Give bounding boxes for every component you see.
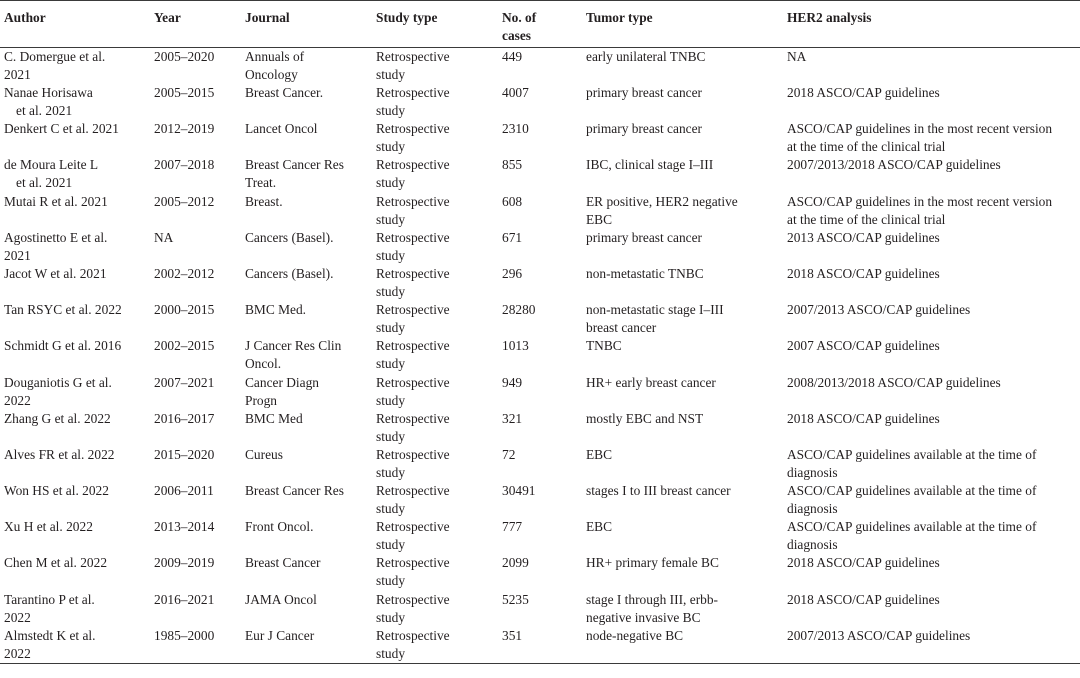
cell-journal: [241, 265, 372, 301]
cell-her2-analysis: [783, 482, 1080, 518]
cell-tumor-type: [582, 554, 783, 590]
cell-journal: [241, 84, 372, 120]
cell-study-type-line: study: [376, 247, 406, 263]
cell-tumor-type-line: early unilateral TNBC: [586, 49, 706, 64]
cell-author-line: 2021: [4, 67, 31, 82]
header-her2-analysis: HER2 analysis: [787, 10, 872, 25]
cell-author-line: Won HS et al. 2022: [4, 483, 109, 499]
cell-study-type: [372, 48, 498, 85]
cell-author-line: Almstedt K et al.: [4, 627, 96, 643]
cell-her2-analysis: [783, 374, 1080, 410]
cell-tumor-type-line: mostly EBC and NST: [586, 410, 704, 426]
cell-journal: [241, 591, 372, 627]
table-header: [0, 1, 1080, 48]
cell-tumor-type: [582, 48, 783, 85]
cell-cases: 30491: [502, 483, 536, 499]
cell-study-type: [372, 301, 498, 337]
cell-tumor-type: [582, 156, 783, 192]
cell-study-type-line: study: [376, 356, 406, 372]
cell-journal-line: Cancers (Basel).: [245, 265, 334, 281]
cell-tumor-type-line: primary breast cancer: [586, 121, 702, 137]
cell-study-type: [372, 410, 498, 446]
cell-journal-line: J Cancer Res Clin: [245, 338, 342, 354]
cell-year: 1985–2000: [154, 627, 215, 643]
cell-cases: 72: [502, 446, 516, 462]
cell-author-line: 2021: [4, 247, 31, 263]
cell-author-line: Tan RSYC et al. 2022: [4, 302, 122, 318]
cell-author: [0, 554, 150, 590]
cell-her2-analysis-line: diagnosis: [787, 464, 838, 480]
cell-journal: [241, 301, 372, 337]
cell-tumor-type-line: EBC: [586, 446, 613, 462]
cell-study-type-line: Retrospective: [376, 121, 450, 137]
table-body: [0, 48, 1080, 664]
cell-tumor-type: [582, 374, 783, 410]
cell-her2-analysis: [783, 156, 1080, 192]
table-row: [0, 120, 1080, 156]
cell-tumor-type: [582, 301, 783, 337]
cell-journal: [241, 229, 372, 265]
cell-tumor-type-line: non-metastatic TNBC: [586, 265, 704, 281]
cell-her2-analysis: [783, 591, 1080, 627]
cell-her2-analysis: [783, 301, 1080, 337]
cell-journal-line: Oncol.: [245, 356, 282, 372]
table-row: [0, 591, 1080, 627]
cell-author: [0, 120, 150, 156]
cell-study-type: [372, 446, 498, 482]
cell-study-type: [372, 120, 498, 156]
table-row: [0, 374, 1080, 410]
cell-her2-analysis-line: ASCO/CAP guidelines available at the time of: [787, 446, 1037, 462]
cell-journal-line: Lancet Oncol: [245, 121, 318, 137]
cell-her2-analysis: [783, 229, 1080, 265]
cell-journal: [241, 120, 372, 156]
cell-author: [0, 627, 150, 664]
cell-author-line: Alves FR et al. 2022: [4, 446, 115, 462]
cell-her2-analysis-line: 2018 ASCO/CAP guidelines: [787, 555, 940, 571]
cell-her2-analysis: [783, 518, 1080, 554]
cell-her2-analysis-line: diagnosis: [787, 537, 838, 553]
cell-study-type-line: study: [376, 139, 406, 155]
cell-author: [0, 229, 150, 265]
cell-author: [0, 337, 150, 373]
cell-author-line: Mutai R et al. 2021: [4, 193, 108, 209]
table-row: [0, 84, 1080, 120]
cell-study-type-line: study: [376, 103, 406, 118]
cell-author-line: et al. 2021: [16, 103, 73, 118]
cell-study-type-line: study: [376, 464, 406, 480]
cell-her2-analysis-line: 2007/2013 ASCO/CAP guidelines: [787, 627, 971, 643]
cell-her2-analysis: [783, 48, 1080, 85]
cell-journal-line: Eur J Cancer: [245, 627, 315, 643]
cell-cases: 28280: [502, 302, 536, 318]
cell-tumor-type: [582, 337, 783, 373]
cell-tumor-type-line: node-negative BC: [586, 627, 684, 643]
cell-cases: 608: [502, 193, 523, 209]
table-row: [0, 337, 1080, 373]
cell-tumor-type: [582, 265, 783, 301]
cell-journal: [241, 410, 372, 446]
cell-cases: 449: [502, 49, 523, 64]
cell-her2-analysis: [783, 337, 1080, 373]
table-row: [0, 518, 1080, 554]
cell-author: [0, 301, 150, 337]
table-row: [0, 156, 1080, 192]
cell-tumor-type-line: non-metastatic stage I–III: [586, 302, 724, 318]
cell-her2-analysis-line: at the time of the clinical trial: [787, 211, 946, 227]
table-row: [0, 482, 1080, 518]
cell-tumor-type-line: primary breast cancer: [586, 229, 702, 245]
cell-study-type-line: Retrospective: [376, 446, 450, 462]
cell-author-line: Chen M et al. 2022: [4, 555, 108, 571]
cell-study-type-line: study: [376, 392, 406, 408]
cell-tumor-type: [582, 591, 783, 627]
cell-journal: [241, 374, 372, 410]
cell-tumor-type-line: IBC, clinical stage I–III: [586, 157, 714, 173]
cell-cases: 321: [502, 410, 523, 426]
cell-tumor-type-line: primary breast cancer: [586, 85, 702, 100]
cell-study-type-line: Retrospective: [376, 374, 450, 390]
header-cases-line2: cases: [502, 28, 532, 43]
cell-author: [0, 265, 150, 301]
cell-journal-line: BMC Med.: [245, 302, 307, 318]
table-row: [0, 301, 1080, 337]
table-row: [0, 229, 1080, 265]
cell-her2-analysis-line: 2018 ASCO/CAP guidelines: [787, 591, 940, 607]
cell-study-type-line: Retrospective: [376, 483, 450, 499]
cell-year: 2006–2011: [154, 483, 214, 499]
cell-journal: [241, 554, 372, 590]
cell-journal: [241, 446, 372, 482]
cell-journal: [241, 48, 372, 85]
cell-study-type-line: study: [376, 283, 406, 299]
cell-cases: 855: [502, 157, 523, 173]
cell-tumor-type-line: HR+ early breast cancer: [586, 374, 716, 390]
cell-author-line: Tarantino P et al.: [4, 591, 95, 607]
cell-year: 2005–2015: [154, 85, 215, 100]
cell-tumor-type: [582, 518, 783, 554]
cell-tumor-type-line: breast cancer: [586, 320, 657, 336]
cell-her2-analysis-line: NA: [787, 49, 807, 64]
cell-year: 2016–2021: [154, 591, 215, 607]
cell-journal-line: Cureus: [245, 446, 283, 462]
cell-journal-line: Progn: [245, 392, 277, 408]
cell-her2-analysis: [783, 554, 1080, 590]
cell-journal: [241, 156, 372, 192]
header-journal: Journal: [245, 10, 290, 25]
cell-her2-analysis-line: at the time of the clinical trial: [787, 139, 946, 155]
cell-her2-analysis: [783, 193, 1080, 229]
cell-study-type: [372, 265, 498, 301]
cell-tumor-type-line: HR+ primary female BC: [586, 555, 719, 571]
cell-study-type-line: Retrospective: [376, 627, 450, 643]
cell-journal-line: Oncology: [245, 67, 298, 82]
table-row: [0, 446, 1080, 482]
cell-cases: 1013: [502, 338, 529, 354]
cell-author: [0, 156, 150, 192]
cell-journal-line: Annuals of: [245, 49, 305, 64]
cell-author-line: Xu H et al. 2022: [4, 519, 93, 535]
cell-year: 2002–2015: [154, 338, 215, 354]
cell-her2-analysis-line: 2007 ASCO/CAP guidelines: [787, 338, 940, 354]
header-tumor-type: Tumor type: [586, 10, 653, 25]
cell-study-type-line: study: [376, 428, 406, 444]
cell-author-line: 2022: [4, 392, 31, 408]
cell-year: 2016–2017: [154, 410, 215, 426]
cell-study-type-line: study: [376, 320, 406, 336]
cell-author: [0, 518, 150, 554]
cell-cases: 949: [502, 374, 523, 390]
cell-study-type-line: Retrospective: [376, 519, 450, 535]
cell-tumor-type: [582, 446, 783, 482]
cell-journal-line: Cancer Diagn: [245, 374, 319, 390]
cell-study-type-line: Retrospective: [376, 265, 450, 281]
cell-author-line: C. Domergue et al.: [4, 49, 106, 64]
cell-author-line: 2022: [4, 645, 31, 661]
cell-study-type-line: Retrospective: [376, 410, 450, 426]
table-row: [0, 410, 1080, 446]
cell-author-line: Jacot W et al. 2021: [4, 265, 107, 281]
cell-author: [0, 374, 150, 410]
cell-tumor-type-line: TNBC: [586, 338, 622, 354]
cell-her2-analysis-line: 2018 ASCO/CAP guidelines: [787, 85, 940, 100]
cell-journal-line: BMC Med: [245, 410, 303, 426]
cell-author: [0, 193, 150, 229]
cell-year: 2007–2021: [154, 374, 215, 390]
cell-cases: 351: [502, 627, 523, 643]
cell-author: [0, 84, 150, 120]
cell-tumor-type: [582, 229, 783, 265]
cell-her2-analysis: [783, 120, 1080, 156]
cell-study-type-line: Retrospective: [376, 85, 450, 100]
cell-study-type: [372, 482, 498, 518]
cell-journal: [241, 193, 372, 229]
cell-her2-analysis-line: diagnosis: [787, 501, 838, 517]
cell-journal: [241, 627, 372, 664]
cell-her2-analysis-line: ASCO/CAP guidelines in the most recent version: [787, 121, 1053, 137]
cell-author-line: Douganiotis G et al.: [4, 374, 112, 390]
cell-her2-analysis-line: 2018 ASCO/CAP guidelines: [787, 265, 940, 281]
cell-author-line: Nanae Horisawa: [4, 85, 93, 100]
cell-study-type: [372, 337, 498, 373]
cell-study-type-line: study: [376, 609, 406, 625]
cell-tumor-type: [582, 193, 783, 229]
cell-journal: [241, 337, 372, 373]
cell-cases: 2099: [502, 555, 529, 571]
cell-study-type-line: Retrospective: [376, 591, 450, 607]
cell-her2-analysis: [783, 410, 1080, 446]
cell-her2-analysis: [783, 627, 1080, 664]
cell-study-type: [372, 229, 498, 265]
cell-her2-analysis: [783, 446, 1080, 482]
header-year: Year: [154, 10, 181, 25]
cell-author: [0, 482, 150, 518]
cell-her2-analysis-line: 2008/2013/2018 ASCO/CAP guidelines: [787, 374, 1001, 390]
cell-year: 2002–2012: [154, 265, 215, 281]
cell-journal-line: Breast.: [245, 193, 283, 209]
cell-study-type-line: Retrospective: [376, 229, 450, 245]
cell-her2-analysis-line: 2013 ASCO/CAP guidelines: [787, 229, 940, 245]
cell-year: NA: [154, 229, 174, 245]
cell-journal-line: Cancers (Basel).: [245, 229, 334, 245]
cell-study-type: [372, 156, 498, 192]
cell-tumor-type-line: stage I through III, erbb-: [586, 591, 718, 607]
cell-author: [0, 410, 150, 446]
cell-cases: 5235: [502, 591, 529, 607]
cell-author-line: de Moura Leite L: [4, 157, 99, 173]
cell-her2-analysis-line: ASCO/CAP guidelines available at the time of: [787, 483, 1037, 499]
cell-tumor-type: [582, 410, 783, 446]
cell-study-type-line: Retrospective: [376, 555, 450, 571]
cell-study-type: [372, 84, 498, 120]
cell-cases: 2310: [502, 121, 529, 137]
cell-cases: 296: [502, 265, 523, 281]
cell-year: 2012–2019: [154, 121, 215, 137]
cell-year: 2005–2020: [154, 49, 215, 64]
cell-journal: [241, 482, 372, 518]
cell-study-type-line: Retrospective: [376, 338, 450, 354]
cell-study-type-line: study: [376, 175, 406, 191]
cell-journal-line: Front Oncol.: [245, 519, 314, 535]
cell-author: [0, 446, 150, 482]
cell-journal-line: Breast Cancer Res: [245, 483, 344, 499]
cell-cases: 777: [502, 519, 523, 535]
cell-study-type-line: Retrospective: [376, 157, 450, 173]
cell-journal: [241, 518, 372, 554]
cell-study-type-line: Retrospective: [376, 193, 450, 209]
cell-author-line: Agostinetto E et al.: [4, 229, 108, 245]
header-cases-line1: No. of: [502, 10, 537, 25]
cell-cases: 671: [502, 229, 523, 245]
cell-author-line: Denkert C et al. 2021: [4, 121, 119, 137]
cell-her2-analysis: [783, 265, 1080, 301]
cell-journal-line: JAMA Oncol: [245, 591, 317, 607]
cell-author-line: 2022: [4, 609, 31, 625]
cell-study-type-line: study: [376, 211, 406, 227]
cell-study-type: [372, 554, 498, 590]
cell-her2-analysis-line: ASCO/CAP guidelines in the most recent version: [787, 193, 1053, 209]
cell-year: 2000–2015: [154, 302, 215, 318]
cell-tumor-type: [582, 120, 783, 156]
cell-year: 2007–2018: [154, 157, 215, 173]
cell-year: 2015–2020: [154, 446, 215, 462]
cell-study-type: [372, 591, 498, 627]
cell-journal-line: Breast Cancer.: [245, 85, 324, 100]
cell-tumor-type-line: stages I to III breast cancer: [586, 483, 731, 499]
cell-study-type: [372, 193, 498, 229]
cell-her2-analysis-line: 2007/2013/2018 ASCO/CAP guidelines: [787, 157, 1001, 173]
cell-year: 2013–2014: [154, 519, 215, 535]
cell-journal-line: Treat.: [245, 175, 277, 191]
cell-her2-analysis-line: 2018 ASCO/CAP guidelines: [787, 410, 940, 426]
cell-tumor-type: [582, 627, 783, 664]
cell-journal-line: Breast Cancer: [245, 555, 321, 571]
cell-study-type-line: study: [376, 645, 406, 661]
cell-author: [0, 48, 150, 85]
header-study-type: Study type: [376, 10, 438, 25]
cell-study-type-line: study: [376, 537, 406, 553]
cell-author-line: Schmidt G et al. 2016: [4, 338, 122, 354]
header-row: [0, 1, 1080, 48]
cell-tumor-type-line: EBC: [586, 519, 613, 535]
cell-study-type: [372, 518, 498, 554]
header-author: Author: [4, 10, 46, 25]
cell-study-type-line: study: [376, 501, 406, 517]
table-row: [0, 193, 1080, 229]
table-row: [0, 48, 1080, 85]
cell-tumor-type-line: ER positive, HER2 negative: [586, 193, 738, 209]
cell-tumor-type-line: EBC: [586, 211, 613, 227]
cell-journal-line: Breast Cancer Res: [245, 157, 344, 173]
cell-year: 2005–2012: [154, 193, 215, 209]
cell-study-type-line: study: [376, 573, 406, 589]
cell-her2-analysis-line: 2007/2013 ASCO/CAP guidelines: [787, 302, 971, 318]
cell-study-type-line: Retrospective: [376, 302, 450, 318]
cell-her2-analysis: [783, 84, 1080, 120]
table-row: [0, 627, 1080, 664]
cell-author: [0, 591, 150, 627]
cell-tumor-type-line: negative invasive BC: [586, 609, 701, 625]
cell-study-type: [372, 627, 498, 664]
table-row: [0, 554, 1080, 590]
table-row: [0, 265, 1080, 301]
cell-tumor-type: [582, 84, 783, 120]
cell-study-type: [372, 374, 498, 410]
header-cases: [498, 1, 582, 48]
cell-cases: 4007: [502, 85, 529, 100]
cell-year: 2009–2019: [154, 555, 215, 571]
cell-author-line: Zhang G et al. 2022: [4, 410, 111, 426]
cell-study-type-line: Retrospective: [376, 49, 450, 64]
cell-author-line: et al. 2021: [16, 175, 73, 191]
cell-study-type-line: study: [376, 67, 406, 82]
cell-tumor-type: [582, 482, 783, 518]
cell-her2-analysis-line: ASCO/CAP guidelines available at the time of: [787, 519, 1037, 535]
